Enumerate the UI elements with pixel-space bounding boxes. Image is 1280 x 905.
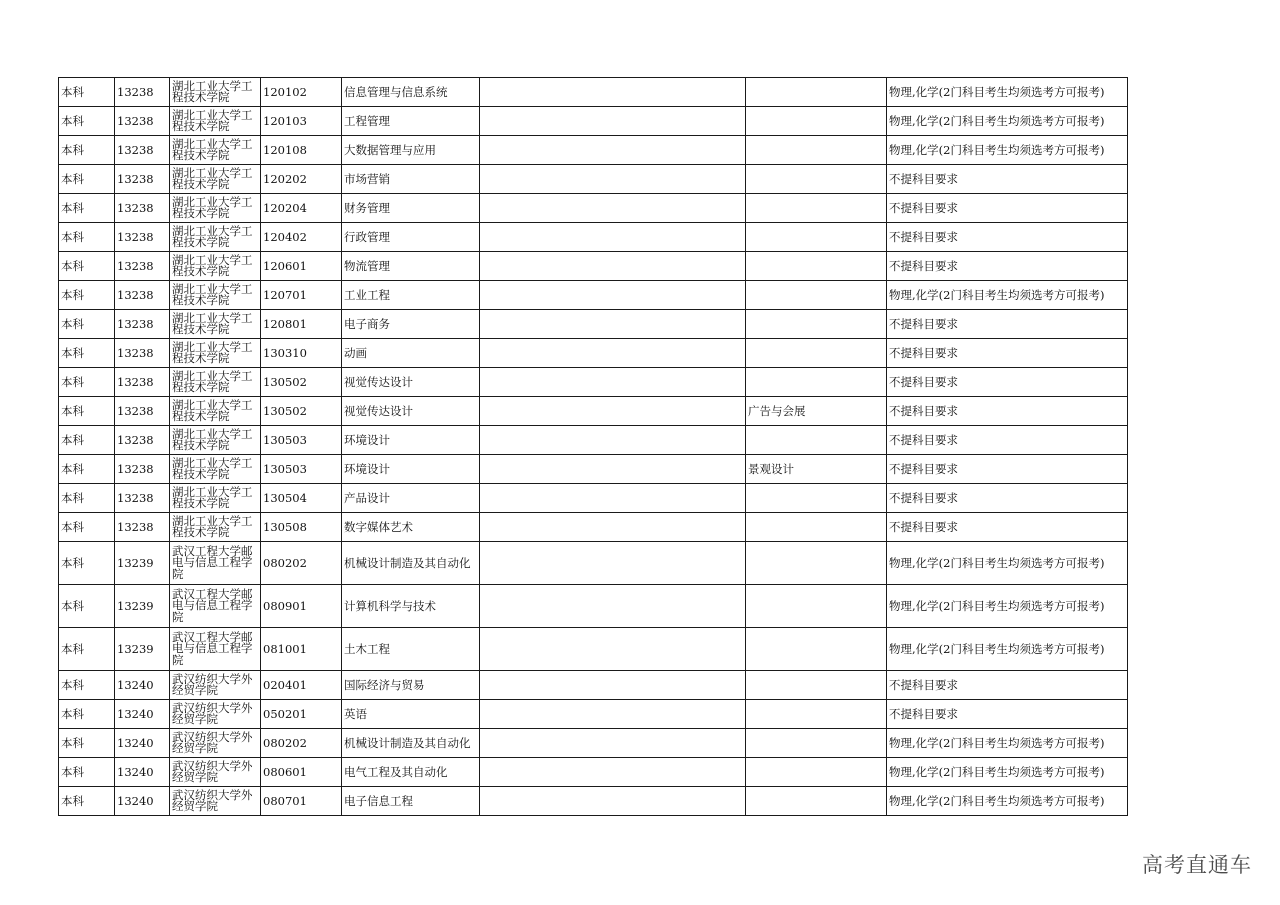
cell-school-code: 13238 [115,426,170,455]
cell-school-name: 湖北工业大学工程技术学院 [170,107,261,136]
cell-school-name: 湖北工业大学工程技术学院 [170,397,261,426]
cell-subject-requirement: 不提科目要求 [887,310,1128,339]
table-row [59,310,1128,339]
cell-school-name: 湖北工业大学工程技术学院 [170,136,261,165]
cell-note [480,455,746,484]
table-row [59,397,1128,426]
cell-school-name: 武汉工程大学邮电与信息工程学院 [170,542,261,585]
cell-subject-requirement: 不提科目要求 [887,165,1128,194]
cell-note [480,339,746,368]
cell-direction [746,787,887,816]
cell-school-name: 湖北工业大学工程技术学院 [170,310,261,339]
cell-note [480,787,746,816]
cell-subject-requirement: 不提科目要求 [887,513,1128,542]
cell-major-code: 080202 [261,542,342,585]
cell-subject-requirement: 不提科目要求 [887,700,1128,729]
cell-school-name: 湖北工业大学工程技术学院 [170,513,261,542]
cell-direction [746,542,887,585]
cell-school-name: 湖北工业大学工程技术学院 [170,426,261,455]
cell-level: 本科 [59,397,115,426]
cell-major-code: 080901 [261,585,342,628]
cell-note [480,107,746,136]
cell-note [480,223,746,252]
cell-major-code: 020401 [261,671,342,700]
cell-subject-requirement: 物理,化学(2门科目考生均须选考方可报考) [887,281,1128,310]
table-row [59,758,1128,787]
watermark-logo: 高考直通车 [1142,853,1252,877]
cell-major-name: 国际经济与贸易 [342,671,480,700]
cell-school-code: 13240 [115,758,170,787]
cell-level: 本科 [59,136,115,165]
cell-major-code: 130502 [261,397,342,426]
cell-note [480,368,746,397]
table-row [59,484,1128,513]
cell-school-name: 武汉纺织大学外经贸学院 [170,700,261,729]
cell-school-name: 湖北工业大学工程技术学院 [170,78,261,107]
cell-major-name: 电子商务 [342,310,480,339]
cell-note [480,484,746,513]
cell-direction [746,107,887,136]
table-row [59,542,1128,585]
cell-major-name: 工程管理 [342,107,480,136]
cell-subject-requirement: 不提科目要求 [887,671,1128,700]
cell-direction [746,426,887,455]
cell-direction [746,281,887,310]
cell-school-name: 湖北工业大学工程技术学院 [170,368,261,397]
cell-major-code: 120701 [261,281,342,310]
cell-note [480,729,746,758]
cell-major-name: 财务管理 [342,194,480,223]
table-row [59,787,1128,816]
cell-major-code: 080701 [261,787,342,816]
cell-major-name: 视觉传达设计 [342,397,480,426]
cell-note [480,542,746,585]
cell-level: 本科 [59,426,115,455]
cell-level: 本科 [59,628,115,671]
cell-direction [746,484,887,513]
cell-level: 本科 [59,310,115,339]
cell-school-code: 13240 [115,729,170,758]
cell-major-name: 动画 [342,339,480,368]
table-row [59,426,1128,455]
cell-level: 本科 [59,78,115,107]
cell-major-name: 数字媒体艺术 [342,513,480,542]
cell-direction [746,368,887,397]
cell-note [480,671,746,700]
cell-major-name: 产品设计 [342,484,480,513]
cell-subject-requirement: 不提科目要求 [887,484,1128,513]
cell-school-code: 13240 [115,787,170,816]
cell-note [480,252,746,281]
cell-direction [746,671,887,700]
cell-level: 本科 [59,758,115,787]
table-row [59,671,1128,700]
cell-school-name: 湖北工业大学工程技术学院 [170,165,261,194]
cell-school-code: 13238 [115,165,170,194]
cell-major-code: 120601 [261,252,342,281]
cell-level: 本科 [59,700,115,729]
cell-school-name: 湖北工业大学工程技术学院 [170,223,261,252]
cell-note [480,194,746,223]
cell-major-code: 120202 [261,165,342,194]
cell-school-code: 13238 [115,78,170,107]
cell-subject-requirement: 物理,化学(2门科目考生均须选考方可报考) [887,585,1128,628]
cell-level: 本科 [59,281,115,310]
cell-major-code: 120102 [261,78,342,107]
cell-subject-requirement: 物理,化学(2门科目考生均须选考方可报考) [887,787,1128,816]
cell-major-code: 120402 [261,223,342,252]
cell-direction [746,628,887,671]
cell-major-code: 120108 [261,136,342,165]
cell-school-code: 13239 [115,628,170,671]
cell-major-name: 环境设计 [342,455,480,484]
cell-school-code: 13238 [115,252,170,281]
cell-subject-requirement: 不提科目要求 [887,455,1128,484]
cell-level: 本科 [59,194,115,223]
cell-level: 本科 [59,455,115,484]
cell-school-name: 武汉纺织大学外经贸学院 [170,671,261,700]
cell-direction [746,136,887,165]
cell-school-name: 湖北工业大学工程技术学院 [170,252,261,281]
cell-school-name: 武汉工程大学邮电与信息工程学院 [170,585,261,628]
cell-school-name: 湖北工业大学工程技术学院 [170,281,261,310]
cell-major-name: 信息管理与信息系统 [342,78,480,107]
table-row [59,78,1128,107]
cell-note [480,397,746,426]
table-row [59,513,1128,542]
cell-major-name: 工业工程 [342,281,480,310]
table-row [59,729,1128,758]
cell-level: 本科 [59,107,115,136]
cell-subject-requirement: 物理,化学(2门科目考生均须选考方可报考) [887,628,1128,671]
cell-level: 本科 [59,484,115,513]
cell-major-name: 市场营销 [342,165,480,194]
cell-school-code: 13240 [115,671,170,700]
cell-level: 本科 [59,585,115,628]
cell-school-code: 13238 [115,513,170,542]
cell-direction [746,729,887,758]
cell-school-code: 13238 [115,339,170,368]
cell-school-name: 湖北工业大学工程技术学院 [170,484,261,513]
cell-subject-requirement: 不提科目要求 [887,397,1128,426]
cell-major-code: 120204 [261,194,342,223]
cell-major-name: 机械设计制造及其自动化 [342,542,480,585]
cell-subject-requirement: 不提科目要求 [887,252,1128,281]
cell-major-name: 物流管理 [342,252,480,281]
table-row [59,165,1128,194]
cell-level: 本科 [59,513,115,542]
cell-level: 本科 [59,787,115,816]
cell-direction [746,78,887,107]
cell-level: 本科 [59,165,115,194]
cell-level: 本科 [59,729,115,758]
cell-note [480,585,746,628]
cell-note [480,700,746,729]
cell-school-code: 13240 [115,700,170,729]
cell-school-code: 13238 [115,455,170,484]
cell-note [480,281,746,310]
cell-direction [746,310,887,339]
cell-school-name: 湖北工业大学工程技术学院 [170,194,261,223]
cell-level: 本科 [59,339,115,368]
cell-subject-requirement: 不提科目要求 [887,194,1128,223]
cell-major-name: 英语 [342,700,480,729]
cell-direction [746,339,887,368]
cell-subject-requirement: 物理,化学(2门科目考生均须选考方可报考) [887,107,1128,136]
cell-note [480,165,746,194]
cell-major-code: 130310 [261,339,342,368]
table-body [59,78,1128,816]
cell-school-name: 武汉纺织大学外经贸学院 [170,729,261,758]
cell-note [480,426,746,455]
cell-level: 本科 [59,542,115,585]
cell-direction [746,252,887,281]
cell-major-name: 视觉传达设计 [342,368,480,397]
cell-subject-requirement: 不提科目要求 [887,368,1128,397]
cell-direction [746,700,887,729]
cell-major-code: 130502 [261,368,342,397]
table-row [59,628,1128,671]
cell-major-code: 050201 [261,700,342,729]
cell-school-code: 13238 [115,194,170,223]
cell-major-code: 130503 [261,455,342,484]
cell-major-name: 计算机科学与技术 [342,585,480,628]
cell-direction [746,223,887,252]
cell-major-name: 大数据管理与应用 [342,136,480,165]
cell-subject-requirement: 不提科目要求 [887,223,1128,252]
cell-subject-requirement: 物理,化学(2门科目考生均须选考方可报考) [887,729,1128,758]
cell-note [480,513,746,542]
cell-school-name: 武汉工程大学邮电与信息工程学院 [170,628,261,671]
table-row [59,368,1128,397]
cell-major-name: 电子信息工程 [342,787,480,816]
cell-level: 本科 [59,671,115,700]
cell-major-code: 080202 [261,729,342,758]
admission-table [58,77,1128,816]
cell-school-code: 13238 [115,136,170,165]
cell-direction [746,165,887,194]
cell-school-code: 13238 [115,223,170,252]
table-row [59,281,1128,310]
table-row [59,339,1128,368]
cell-direction [746,513,887,542]
cell-major-code: 130503 [261,426,342,455]
cell-school-code: 13239 [115,542,170,585]
cell-school-code: 13238 [115,397,170,426]
cell-note [480,136,746,165]
cell-school-name: 湖北工业大学工程技术学院 [170,455,261,484]
cell-direction [746,585,887,628]
cell-major-name: 环境设计 [342,426,480,455]
table-row [59,136,1128,165]
table-row [59,585,1128,628]
cell-subject-requirement: 不提科目要求 [887,339,1128,368]
cell-major-code: 130504 [261,484,342,513]
cell-subject-requirement: 物理,化学(2门科目考生均须选考方可报考) [887,758,1128,787]
cell-school-code: 13238 [115,310,170,339]
cell-major-name: 机械设计制造及其自动化 [342,729,480,758]
cell-major-code: 081001 [261,628,342,671]
cell-subject-requirement: 物理,化学(2门科目考生均须选考方可报考) [887,542,1128,585]
cell-major-code: 130508 [261,513,342,542]
cell-school-code: 13238 [115,107,170,136]
cell-major-name: 电气工程及其自动化 [342,758,480,787]
cell-subject-requirement: 物理,化学(2门科目考生均须选考方可报考) [887,136,1128,165]
cell-subject-requirement: 不提科目要求 [887,426,1128,455]
cell-direction: 广告与会展 [746,397,887,426]
cell-major-name: 行政管理 [342,223,480,252]
cell-major-code: 080601 [261,758,342,787]
cell-major-code: 120103 [261,107,342,136]
cell-school-code: 13238 [115,368,170,397]
table-row [59,107,1128,136]
cell-school-code: 13239 [115,585,170,628]
cell-direction [746,758,887,787]
cell-subject-requirement: 物理,化学(2门科目考生均须选考方可报考) [887,78,1128,107]
cell-note [480,628,746,671]
cell-school-name: 武汉纺织大学外经贸学院 [170,758,261,787]
cell-school-code: 13238 [115,281,170,310]
cell-level: 本科 [59,252,115,281]
cell-level: 本科 [59,368,115,397]
cell-school-name: 湖北工业大学工程技术学院 [170,339,261,368]
cell-school-code: 13238 [115,484,170,513]
cell-major-name: 土木工程 [342,628,480,671]
table-row [59,252,1128,281]
cell-major-code: 120801 [261,310,342,339]
table-row [59,700,1128,729]
table-row [59,194,1128,223]
cell-note [480,310,746,339]
cell-school-name: 武汉纺织大学外经贸学院 [170,787,261,816]
cell-direction: 景观设计 [746,455,887,484]
cell-note [480,758,746,787]
cell-note [480,78,746,107]
cell-direction [746,194,887,223]
table-row [59,455,1128,484]
table-row [59,223,1128,252]
cell-level: 本科 [59,223,115,252]
